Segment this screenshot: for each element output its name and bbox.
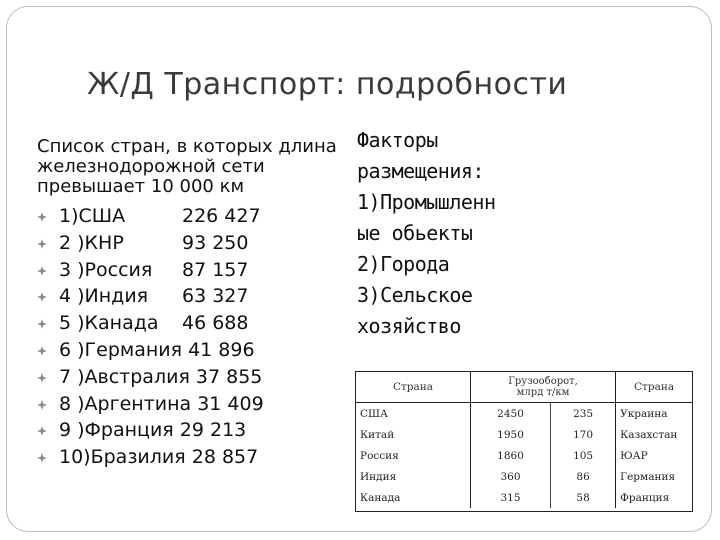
bullet-icon xyxy=(37,400,47,410)
table-cell-freight-b: 105 xyxy=(551,445,616,466)
bullet-icon xyxy=(37,426,47,436)
list-item xyxy=(37,337,357,364)
factors-line: хозяйство xyxy=(357,314,461,338)
table-row xyxy=(356,445,692,466)
list-item xyxy=(37,364,357,391)
list-item xyxy=(37,257,357,284)
table-cell-freight-a: 315 xyxy=(471,487,551,508)
bullet-icon xyxy=(37,453,47,463)
factors-line: 1)Промышленн xyxy=(357,190,496,214)
list-intro xyxy=(37,137,357,197)
list-item xyxy=(37,230,357,257)
factors-line: ые обьекты xyxy=(357,221,473,245)
list-item xyxy=(37,203,357,230)
table-cell-country2: Украина xyxy=(616,403,692,425)
country-rail-length: 63 327 xyxy=(182,285,249,308)
bullet-icon xyxy=(37,319,47,329)
country-rail-length: 93 250 xyxy=(182,231,249,254)
factors-line: Факторы xyxy=(357,128,438,152)
bullet-icon xyxy=(37,266,47,276)
factors-line: 3)Сельское xyxy=(357,283,473,307)
country-label: 9 )Франция 29 213 xyxy=(59,419,247,442)
bullet-icon xyxy=(37,239,47,249)
country-rail-length: 87 157 xyxy=(182,258,249,281)
intro-line: превышает 10 000 км xyxy=(37,176,245,197)
table-cell-country2: Казахстан xyxy=(616,424,692,445)
table-body xyxy=(356,403,692,509)
list-item xyxy=(37,444,357,471)
country-rail-length: 226 427 xyxy=(182,205,261,227)
table-cell-freight-b: 170 xyxy=(551,424,616,445)
bullet-icon xyxy=(37,212,47,222)
country-label: 8 )Аргентина 31 409 xyxy=(59,392,264,415)
table-cell-freight-a: 1860 xyxy=(471,445,551,466)
table-cell-freight-a: 360 xyxy=(471,466,551,487)
table-cell-country: Индия xyxy=(360,470,397,483)
table-header-country2: Страна xyxy=(616,372,692,403)
country-label: 1)США xyxy=(59,205,126,227)
country-label: 10)Бразилия 28 857 xyxy=(59,446,259,469)
country-label: 6 )Германия 41 896 xyxy=(59,338,255,361)
table-cell-freight-b: 86 xyxy=(551,466,616,487)
intro-line: железнодорожной сети xyxy=(37,156,265,177)
country-rail-length: 46 688 xyxy=(182,312,249,335)
table-cell-freight-a: 1950 xyxy=(471,424,551,445)
table-row xyxy=(356,403,692,425)
table-cell-country: Россия xyxy=(360,449,399,462)
bullet-icon xyxy=(37,346,47,356)
country-label: 7 )Австралия 37 855 xyxy=(59,365,263,388)
slide-title: Ж/Д Транспорт: подробности xyxy=(87,67,568,102)
table-cell-country: Канада xyxy=(360,491,401,504)
list-item xyxy=(37,283,357,310)
table-row xyxy=(356,466,692,487)
table-cell-country: Китай xyxy=(360,428,395,441)
table-cell-country2: Франция xyxy=(616,487,692,508)
country-label: 4 )Индия xyxy=(59,285,149,308)
table-cell-country2: Германия xyxy=(616,466,692,487)
country-list-section xyxy=(37,137,357,471)
table-cell-freight-a: 2450 xyxy=(471,403,551,425)
country-list xyxy=(37,203,357,471)
country-label: 2 )КНР xyxy=(59,231,124,254)
intro-line: Список стран, в которых длина xyxy=(37,136,337,157)
table-header-freight xyxy=(471,372,616,403)
factors-line: 2)Города xyxy=(357,252,450,276)
table-header-country: Страна xyxy=(356,372,471,403)
list-item xyxy=(37,417,357,444)
country-label: 5 )Канада xyxy=(59,312,159,335)
list-item xyxy=(37,391,357,418)
freight-table xyxy=(355,371,693,512)
table-row xyxy=(356,424,692,445)
list-item xyxy=(37,310,357,337)
table-header-freight-line1: Грузооборот, xyxy=(508,376,578,387)
factors-line: размещения: xyxy=(357,159,484,183)
bullet-icon xyxy=(37,292,47,302)
table-cell-freight-b: 58 xyxy=(551,487,616,508)
table-cell-country2: ЮАР xyxy=(616,445,692,466)
factors-section xyxy=(357,125,496,342)
table-cell-country: США xyxy=(360,407,388,420)
bullet-icon xyxy=(37,373,47,383)
country-label: 3 )Россия xyxy=(59,258,153,281)
table-cell-freight-b: 235 xyxy=(551,403,616,425)
table-row xyxy=(356,487,692,508)
table-header-freight-line2: млрд т/км xyxy=(516,387,570,398)
